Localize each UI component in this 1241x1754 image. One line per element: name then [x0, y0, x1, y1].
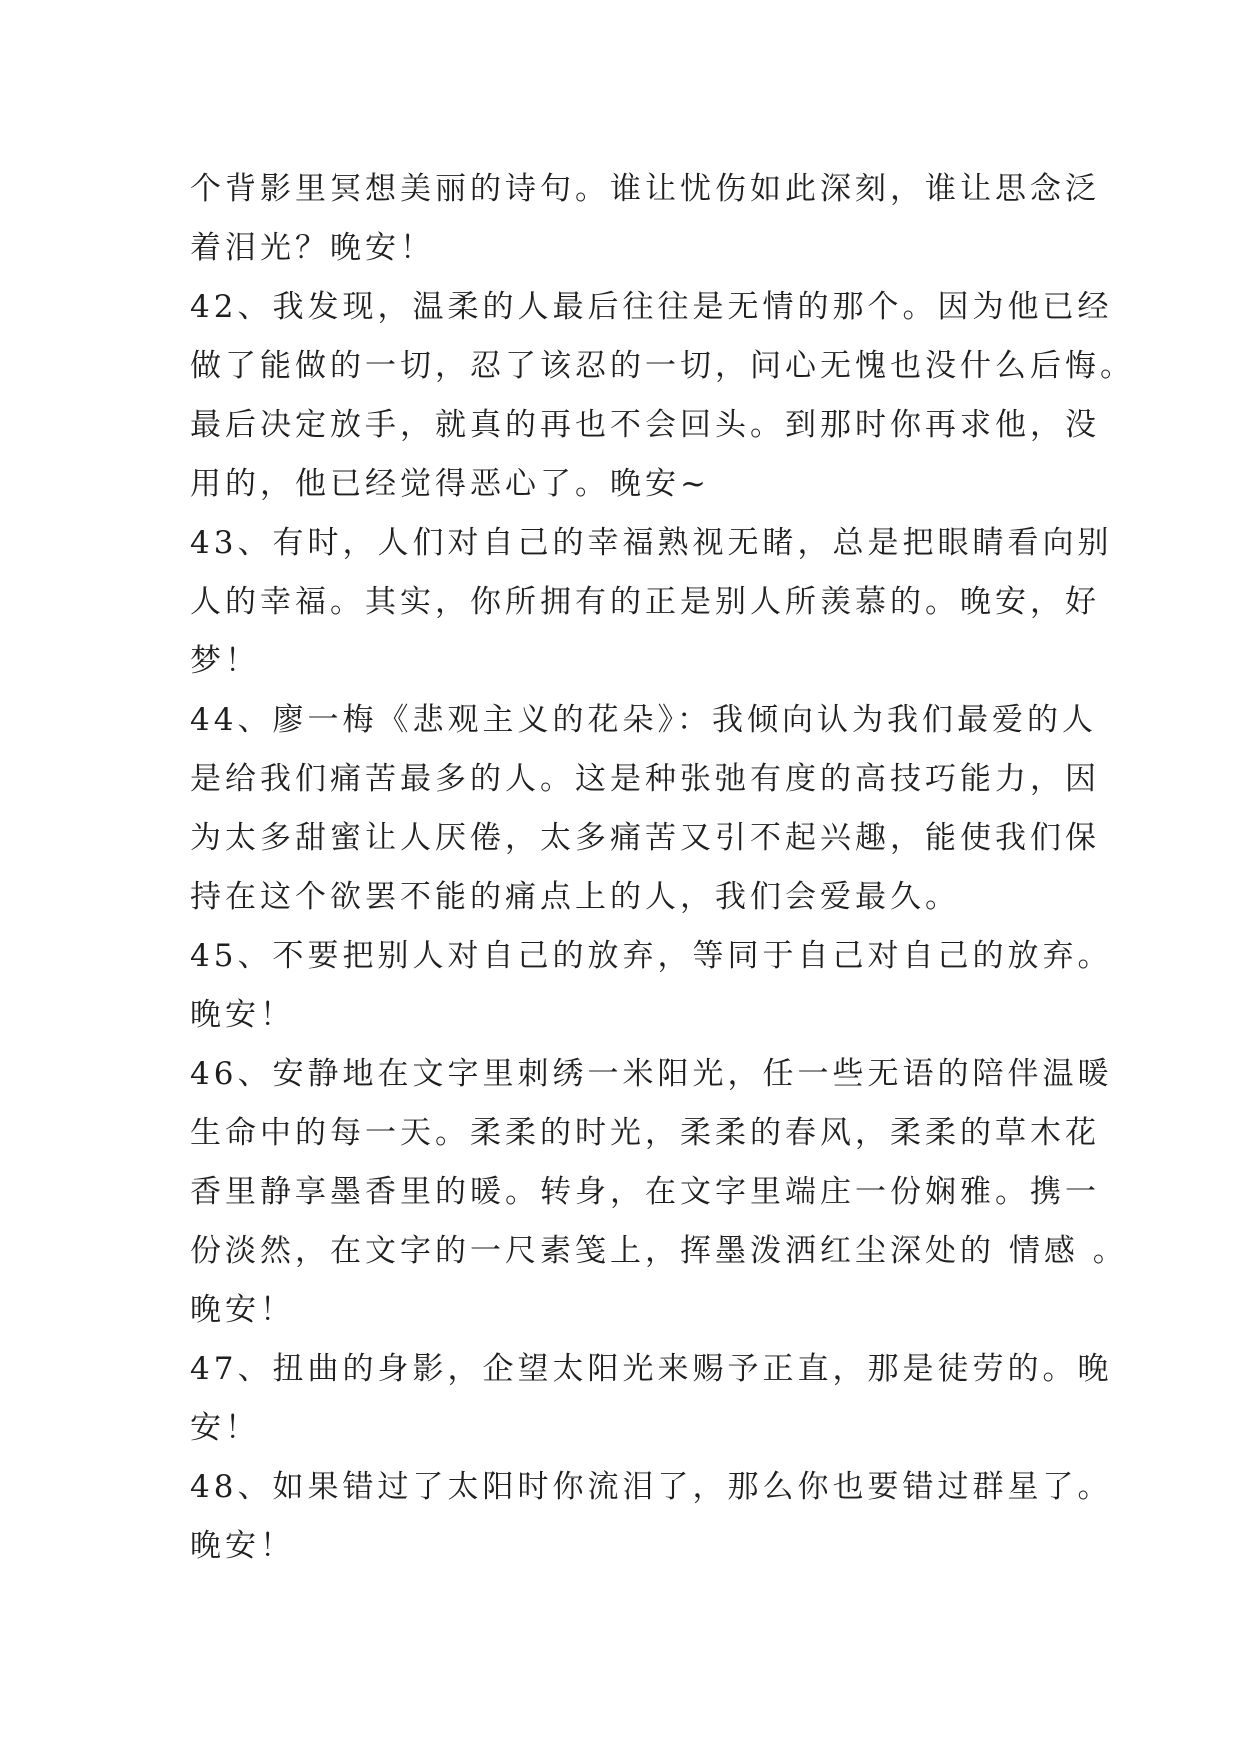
text-line: 安！ [190, 1410, 260, 1446]
text-line: 个背影里冥想美丽的诗句。谁让忧伤如此深刻，谁让思念泛 [190, 171, 1100, 207]
text-line: 48、如果错过了太阳时你流泪了，那么你也要错过群星了。 [190, 1469, 1113, 1505]
text-line: 为太多甜蜜让人厌倦，太多痛苦又引不起兴趣，能使我们保 [190, 820, 1100, 856]
text-line: 生命中的每一天。柔柔的时光，柔柔的春风，柔柔的草木花 [190, 1115, 1100, 1151]
text-line: 是给我们痛苦最多的人。这是种张弛有度的高技巧能力，因 [190, 761, 1100, 797]
text-line: 46、安静地在文字里刺绣一米阳光，任一些无语的陪伴温暖 [190, 1056, 1113, 1092]
text-line: 47、扭曲的身影，企望太阳光来赐予正直，那是徒劳的。晚 [190, 1351, 1113, 1387]
text-line: 晚安！ [190, 997, 295, 1033]
text-line: 42、我发现，温柔的人最后往往是无情的那个。因为他已经 [190, 289, 1113, 325]
text-line: 着泪光？晚安！ [190, 230, 435, 266]
text-line: 香里静享墨香里的暖。转身，在文字里端庄一份娴雅。携一 [190, 1174, 1100, 1210]
text-line: 最后决定放手，就真的再也不会回头。到那时你再求他，没 [190, 407, 1100, 443]
text-line: 晚安！ [190, 1292, 295, 1328]
text-line: 45、不要把别人对自己的放弃，等同于自己对自己的放弃。 [190, 938, 1113, 974]
text-column [190, 160, 1135, 1576]
text-line: 用的，他已经觉得恶心了。晚安~ [190, 466, 710, 502]
text-line: 做了能做的一切，忍了该忍的一切，问心无愧也没什么后悔。 [190, 348, 1135, 384]
text-line: 持在这个欲罢不能的痛点上的人，我们会爱最久。 [190, 879, 960, 915]
text-line: 梦！ [190, 643, 260, 679]
text-line: 晚安！ [190, 1528, 295, 1564]
text-line: 44、廖一梅《悲观主义的花朵》：我倾向认为我们最爱的人 [190, 702, 1097, 738]
text-line: 份淡然，在文字的一尺素笺上，挥墨泼洒红尘深处的 情感 。 [190, 1233, 1128, 1269]
text-line: 43、有时，人们对自己的幸福熟视无睹，总是把眼睛看向别 [190, 525, 1113, 561]
text-line: 人的幸福。其实，你所拥有的正是别人所羡慕的。晚安，好 [190, 584, 1100, 620]
